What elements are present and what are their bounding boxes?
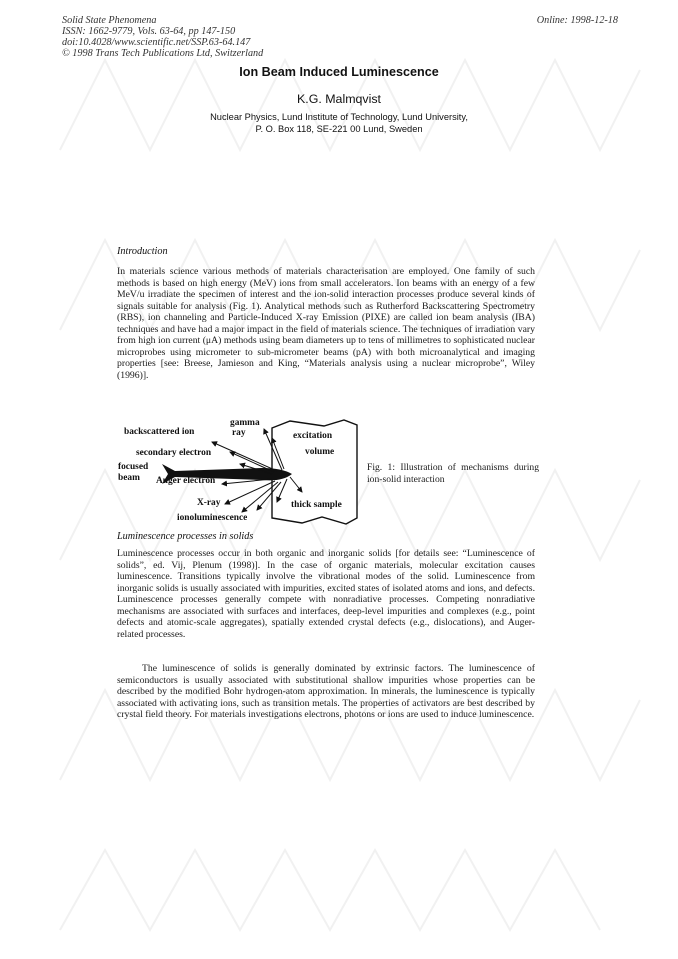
label-ray: ray [232,428,246,438]
label-volume: volume [305,447,335,457]
label-xray: X-ray [197,498,221,508]
label-ionoluminescence: ionoluminescence [177,513,248,523]
journal-header [62,15,263,59]
introduction-paragraph: In materials science various methods of materials characterisation are employed. One family of such methods is based on high energy (MeV) ions from small accelerators. Ion beams with an energy of a few MeV/u irradiate the specimen of interest and the ion-solid interaction processes produce several kinds of signals suitable for analysis (Fig. 1). Analytical methods such as Rutherford Backscattering Spectrometry (RBS), ion channeling and Particle-Induced X-ray Emission (PIXE) are called ion beam analysis (IBA) techniques and have had a major impact in the field of materials science. The techniques of irradiation vary from high ion current (μA) methods using beam diameters up to tens of millimetres to sophisticated nuclear microprobes using micrometer to sub-micrometer beams (pA) with both microanalytical and imaging properties [see: Breese, Jamieson and King, “Materials analysis using a nuclear microprobe”, Wiley (1996)]. [117,266,535,381]
journal-name: Solid State Phenomena [62,15,157,26]
label-focused: focused [118,462,149,472]
online-date: Online: 1998-12-18 [536,15,618,26]
label-auger-electron: Auger electron [156,476,216,486]
affiliation [0,111,678,135]
paper-author: K.G. Malmqvist [297,92,381,106]
label-beam: beam [118,473,140,483]
figure-1-caption: Fig. 1: Illustration of mechanisms during ion-solid interaction [367,462,539,485]
label-excitation: excitation [293,431,333,441]
label-gamma: gamma [230,418,260,428]
arrow-auger-electron [222,479,272,484]
doi-line: doi:10.4028/www.scientific.net/SSP.63-64.147 [62,37,251,48]
label-thick-sample: thick sample [291,500,342,510]
paper-title: Ion Beam Induced Luminescence [239,65,439,79]
copyright-line: © 1998 Trans Tech Publications Ltd, Switzerland [62,48,264,59]
label-secondary-electron: secondary electron [136,448,212,458]
arrow-xray [225,481,275,504]
label-backscattered-ion: backscattered ion [124,427,195,437]
affiliation-line-2: P. O. Box 118, SE-221 00 Lund, Sweden [255,124,423,134]
arrow-backscattered-ion [212,442,277,471]
luminescence-heading: Luminescence processes in solids [117,531,254,542]
introduction-heading: Introduction [117,246,168,257]
affiliation-line-1: Nuclear Physics, Lund Institute of Technology, Lund University, [210,112,468,122]
luminescence-paragraph-2: The luminescence of solids is generally dominated by extrinsic factors. The luminescence of semiconductors is usually associated with substitutional shallow impurities whose properties can be described by the modified Bohr hydrogen-atom approximation. In minerals, the luminescence is typically associated with activating ions, such as transition metals. The properties of activators are best described by crystal field theory. For materials investigations electrons, photons or ions are used to induce luminescence. [117,663,535,721]
luminescence-paragraph-1: Luminescence processes occur in both organic and inorganic solids [for details see: “Luminescence of solids”, ed. Vij, Plenum (1998)]. In the case of organic materials, molecular excitation causes luminescence. Transitions typically involve the vibrational modes of the solid. Luminescence from inorganic solids is usually associated with impurities, excited states of isolated atoms and ions, and defects. Luminescence processes generally compete with nonradiative processes. Competing nonradiative mechanisms are associated with surfaces and interfaces, deep-level impurities and complexes (e.g., point defects and atomic-scale aggregates), spatially extended crystal defects (e.g., dislocations), and Auger-related processes. [117,548,535,640]
issn-line: ISSN: 1662-9779, Vols. 63-64, pp 147-150 [62,26,236,37]
